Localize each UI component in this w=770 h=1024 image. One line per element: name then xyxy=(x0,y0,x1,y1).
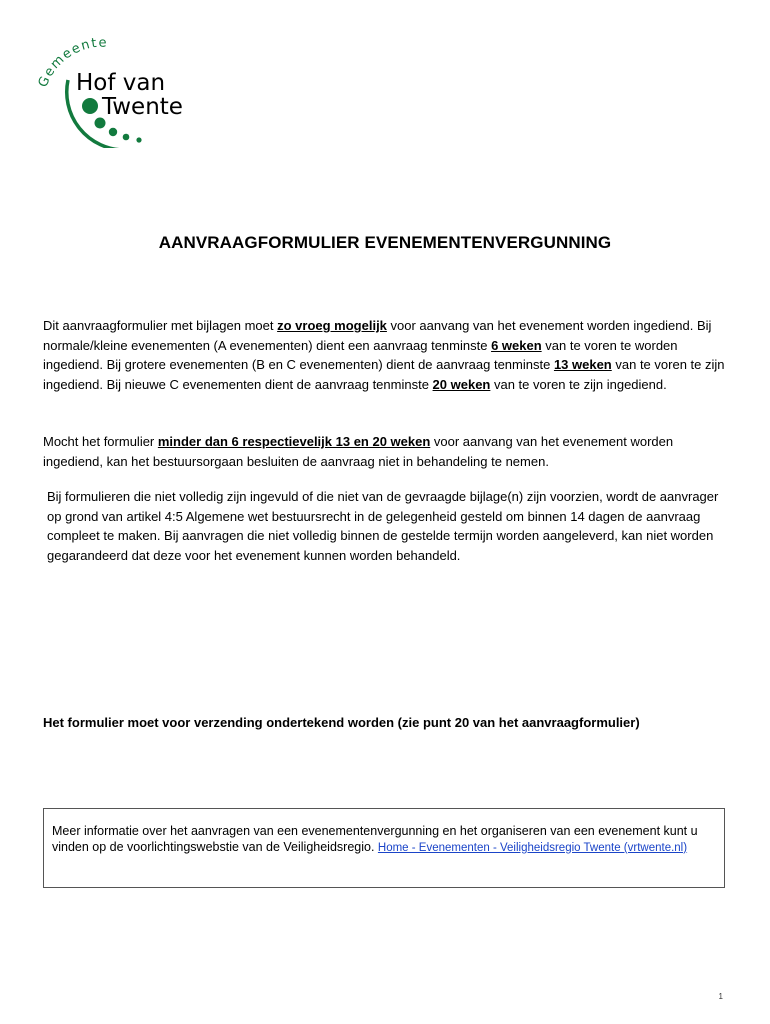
page-title: AANVRAAGFORMULIER EVENEMENTENVERGUNNING xyxy=(158,233,612,252)
logo-graphic xyxy=(38,36,208,148)
logo-dot xyxy=(95,118,106,129)
signature-notice: Het formulier moet voor verzending ondertekend worden (zie punt 20 van het aanvraagformulier) xyxy=(43,715,640,730)
text-run: van te voren te worden ingediend. Bij grotere evenementen (B en C evenementen) dient de aanvraag tenminste xyxy=(43,337,678,373)
late-submission-paragraph xyxy=(43,432,731,471)
page-number: 1 xyxy=(718,992,723,1001)
logo-line1: Hof van xyxy=(76,70,166,96)
logo-dot xyxy=(82,98,98,114)
deadline-paragraph xyxy=(43,316,731,394)
logo-dot xyxy=(123,134,130,141)
emphasis-text: 13 weken xyxy=(553,357,612,373)
logo-dot xyxy=(109,128,117,136)
text-run: voor aanvang van het evenement worden ingediend. Bij normale/kleine evenementen (A evenementen) dient een aanvraag tenminste xyxy=(43,318,712,353)
text-run: van te voren te zijn ingediend. Bij nieuwe C evenementen dient de aanvraag tenminste xyxy=(43,357,725,392)
emphasis-text: minder dan 6 respectievelijk 13 en 20 weken xyxy=(157,434,431,449)
logo-arc-text: emeente xyxy=(41,36,108,80)
info-box xyxy=(43,808,725,888)
gemeente-hof-van-twente-logo xyxy=(38,36,208,148)
incomplete-application-paragraph: Bij formulieren die niet volledig zijn ingevuld of die niet van de gevraagde bijlage(n) zijn voorzien, wordt de aanvrager op grond van artikel 4:5 Algemene wet bestuursrecht in de gelegenheid gesteld om binnen 14 dagen de aanvraag compleet te maken. Bij aanvragen die niet volledig binnen de gestelde termijn worden aangeleverd, kan niet worden gegarandeerd dat deze voor het evenement kunnen worden behandeld. xyxy=(47,489,719,563)
logo-dot xyxy=(136,137,141,142)
info-link[interactable]: Home - Evenementen - Veiligheidsregio Twente (vrtwente.nl) xyxy=(377,841,688,854)
text-run: Mocht het formulier xyxy=(43,434,158,449)
text-run: Dit aanvraagformulier met bijlagen moet xyxy=(43,318,278,333)
text-run: van te voren te zijn ingediend. xyxy=(490,376,667,392)
info-text: Meer informatie over het aanvragen van een evenementenvergunning en het organiseren van een evenement kunt u vinden op de voorlichtingswebstie van de Veiligheidsregio. xyxy=(52,824,698,854)
emphasis-text: 6 weken xyxy=(491,337,542,353)
emphasis-text: zo vroeg mogelijk xyxy=(277,318,387,333)
emphasis-text: 20 weken xyxy=(432,376,491,392)
logo-line2: Twente xyxy=(102,94,183,120)
text-run: voor aanvang van het evenement worden ingediend, kan het bestuursorgaan besluiten de aanvraag niet in behandeling te nemen. xyxy=(43,434,674,469)
